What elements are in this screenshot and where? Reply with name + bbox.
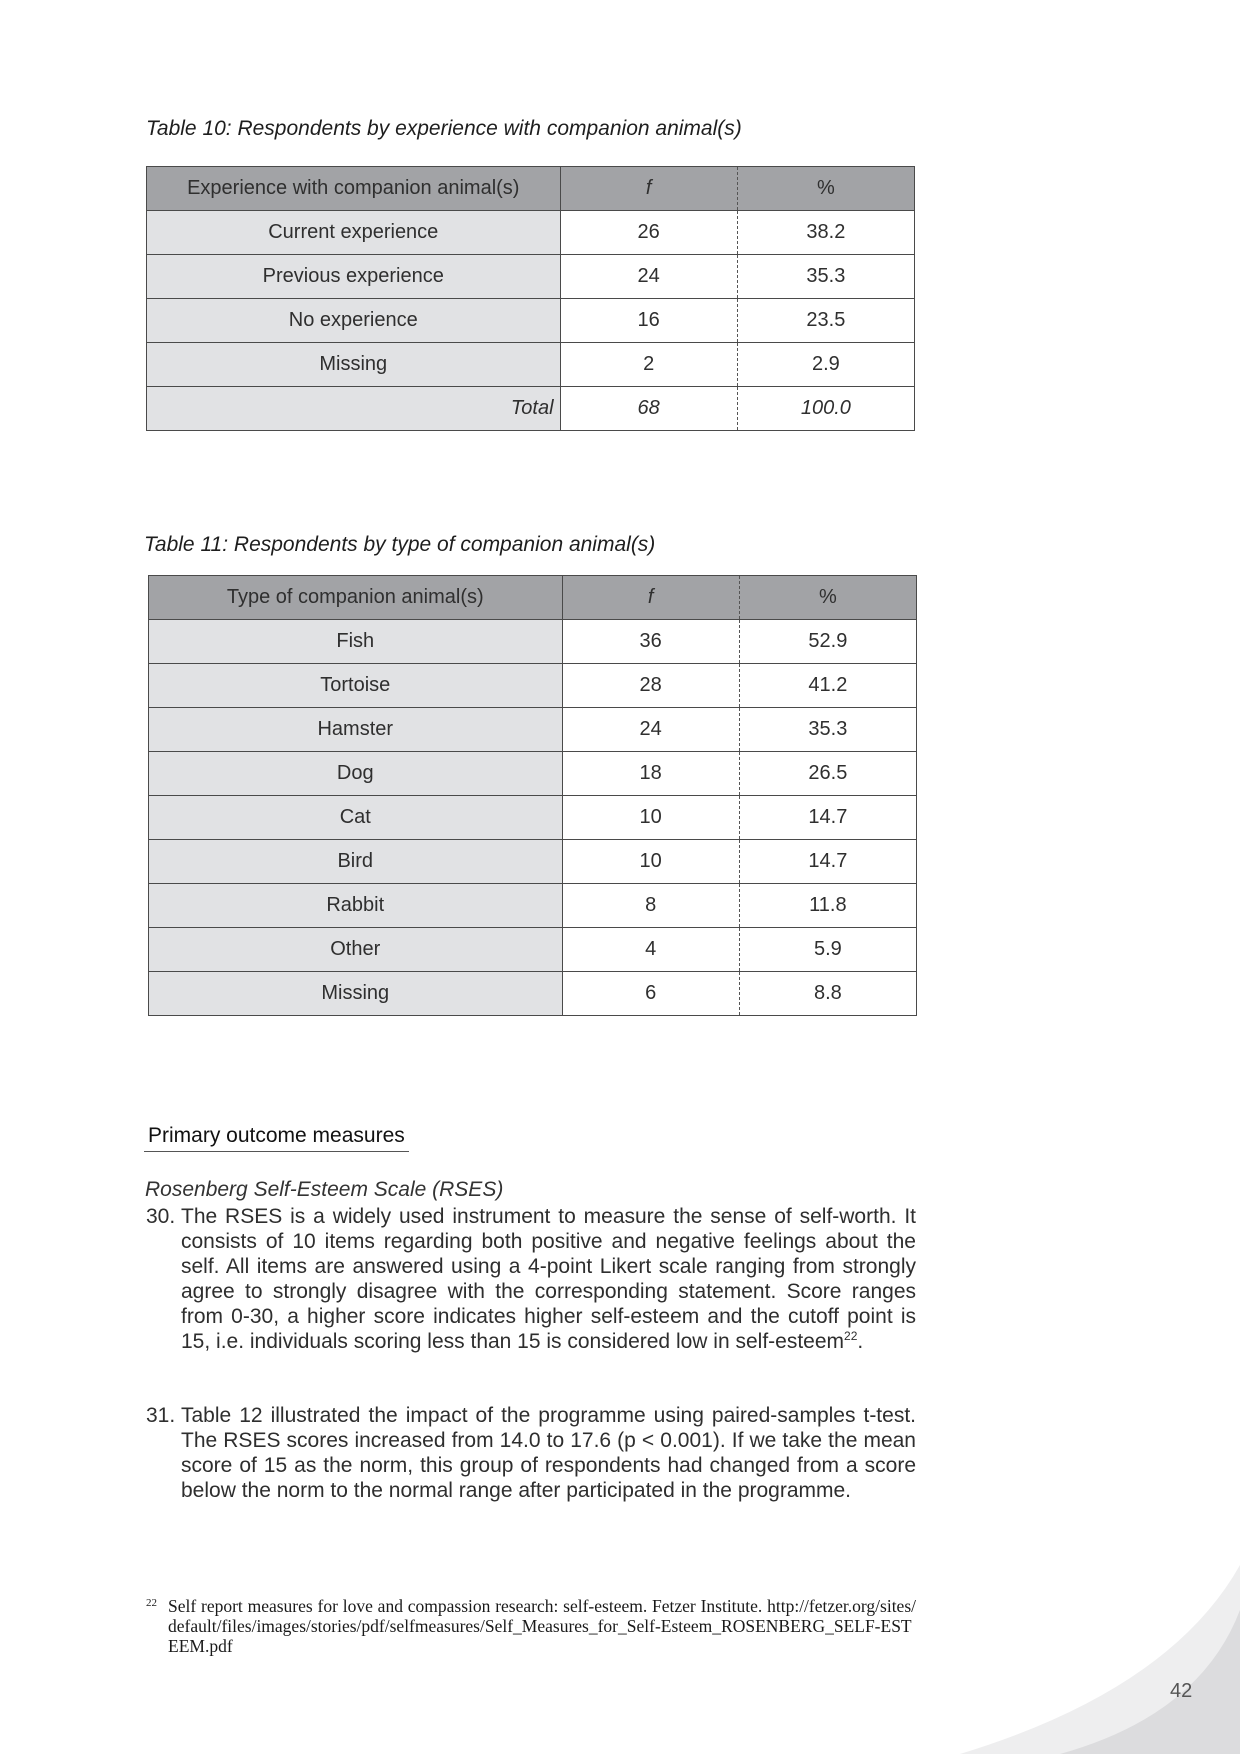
frequency-cell: 8: [562, 884, 739, 928]
table-header-row: [147, 167, 915, 211]
frequency-cell: 2: [560, 343, 737, 387]
table-11: [148, 575, 917, 1016]
table-row: [149, 796, 917, 840]
row-label: Current experience: [147, 211, 561, 255]
frequency-cell: 10: [562, 840, 739, 884]
column-header: f: [562, 576, 739, 620]
paragraph-number: 31.: [146, 1404, 176, 1427]
table-row: [149, 752, 917, 796]
frequency-cell: 24: [562, 708, 739, 752]
paragraph-text: Table 12 illustrated the impact of the programme using paired-samples t-test. The RSES scores increased from 14.0 to 17.6 (p < 0.001). If we take the mean score of 15 as the norm, this group of respondents had changed from a score below the norm to the normal range after participated in the programme.: [181, 1404, 916, 1502]
footnote-text[interactable]: Self report measures for love and compassion research: self-esteem. Fetzer Institute. http://fetzer.org/sites/default/files/images/stories/pdf/selfmeasures/Self_Measures_for_Self-Esteem_ROSENBERG_SELF-ESTEEM.pdf: [168, 1596, 916, 1656]
table-10: [146, 166, 915, 431]
table-row: [147, 255, 915, 299]
row-label: Bird: [149, 840, 563, 884]
row-label: Missing: [149, 972, 563, 1016]
table-row: [149, 972, 917, 1016]
table-10-caption: Table 10: Respondents by experience with companion animal(s): [146, 117, 742, 140]
table-row: [149, 840, 917, 884]
row-label: Hamster: [149, 708, 563, 752]
percent-cell: 38.2: [737, 211, 914, 255]
percent-cell: 11.8: [739, 884, 916, 928]
percent-cell: 14.7: [739, 840, 916, 884]
column-header: Experience with companion animal(s): [147, 167, 561, 211]
paragraph-30: [146, 1204, 916, 1354]
frequency-cell: 6: [562, 972, 739, 1016]
column-header: f: [560, 167, 737, 211]
section-heading: Primary outcome measures: [144, 1124, 409, 1152]
page-number: 42: [1170, 1680, 1193, 1702]
row-label: Dog: [149, 752, 563, 796]
paragraph-text-wrap: [181, 1204, 916, 1354]
frequency-cell: 24: [560, 255, 737, 299]
row-label: Missing: [147, 343, 561, 387]
paragraph-31: [146, 1403, 916, 1503]
column-header: %: [739, 576, 916, 620]
percent-cell: 14.7: [739, 796, 916, 840]
row-label: Previous experience: [147, 255, 561, 299]
paragraph-text: The RSES is a widely used instrument to measure the sense of self-worth. It consists of 10 items regarding both positive and negative feelings about the self. All items are answered using a 4-point Likert scale ranging from strongly agree to strongly disagree with the corresponding statement. Score ranges from 0-30, a higher score indicates higher self-esteem and the cutoff point is 15, i.e. individuals scoring less than 15 is considered low in self-esteem: [181, 1205, 916, 1353]
table-row: [147, 299, 915, 343]
table-row: [147, 211, 915, 255]
table-header-row: [149, 576, 917, 620]
column-header: Type of companion animal(s): [149, 576, 563, 620]
footnote: [146, 1596, 916, 1656]
table-row: [149, 708, 917, 752]
table-row: [149, 664, 917, 708]
column-header: %: [737, 167, 914, 211]
frequency-cell: 28: [562, 664, 739, 708]
row-label: Tortoise: [149, 664, 563, 708]
table-row: [149, 884, 917, 928]
table-row: [147, 343, 915, 387]
percent-cell: 35.3: [739, 708, 916, 752]
percent-cell: 5.9: [739, 928, 916, 972]
frequency-cell: 10: [562, 796, 739, 840]
total-label: Total: [147, 387, 561, 431]
total-percent-cell: 100.0: [737, 387, 914, 431]
footnote-reference[interactable]: 22: [844, 1329, 858, 1343]
row-label: Rabbit: [149, 884, 563, 928]
row-label: Cat: [149, 796, 563, 840]
percent-cell: 52.9: [739, 620, 916, 664]
footnote-number: 22: [146, 1597, 157, 1609]
total-frequency-cell: 68: [560, 387, 737, 431]
table-row: [149, 620, 917, 664]
percent-cell: 26.5: [739, 752, 916, 796]
paragraph-end: .: [857, 1330, 864, 1353]
table-total-row: [147, 387, 915, 431]
row-label: No experience: [147, 299, 561, 343]
table-row: [149, 928, 917, 972]
percent-cell: 35.3: [737, 255, 914, 299]
row-label: Other: [149, 928, 563, 972]
frequency-cell: 16: [560, 299, 737, 343]
paragraph-number: 30.: [146, 1205, 176, 1228]
row-label: Fish: [149, 620, 563, 664]
percent-cell: 8.8: [739, 972, 916, 1016]
frequency-cell: 26: [560, 211, 737, 255]
frequency-cell: 4: [562, 928, 739, 972]
subsection-heading: Rosenberg Self-Esteem Scale (RSES): [145, 1178, 504, 1201]
percent-cell: 23.5: [737, 299, 914, 343]
table-11-caption: Table 11: Respondents by type of companion animal(s): [144, 533, 656, 556]
percent-cell: 41.2: [739, 664, 916, 708]
frequency-cell: 18: [562, 752, 739, 796]
percent-cell: 2.9: [737, 343, 914, 387]
frequency-cell: 36: [562, 620, 739, 664]
